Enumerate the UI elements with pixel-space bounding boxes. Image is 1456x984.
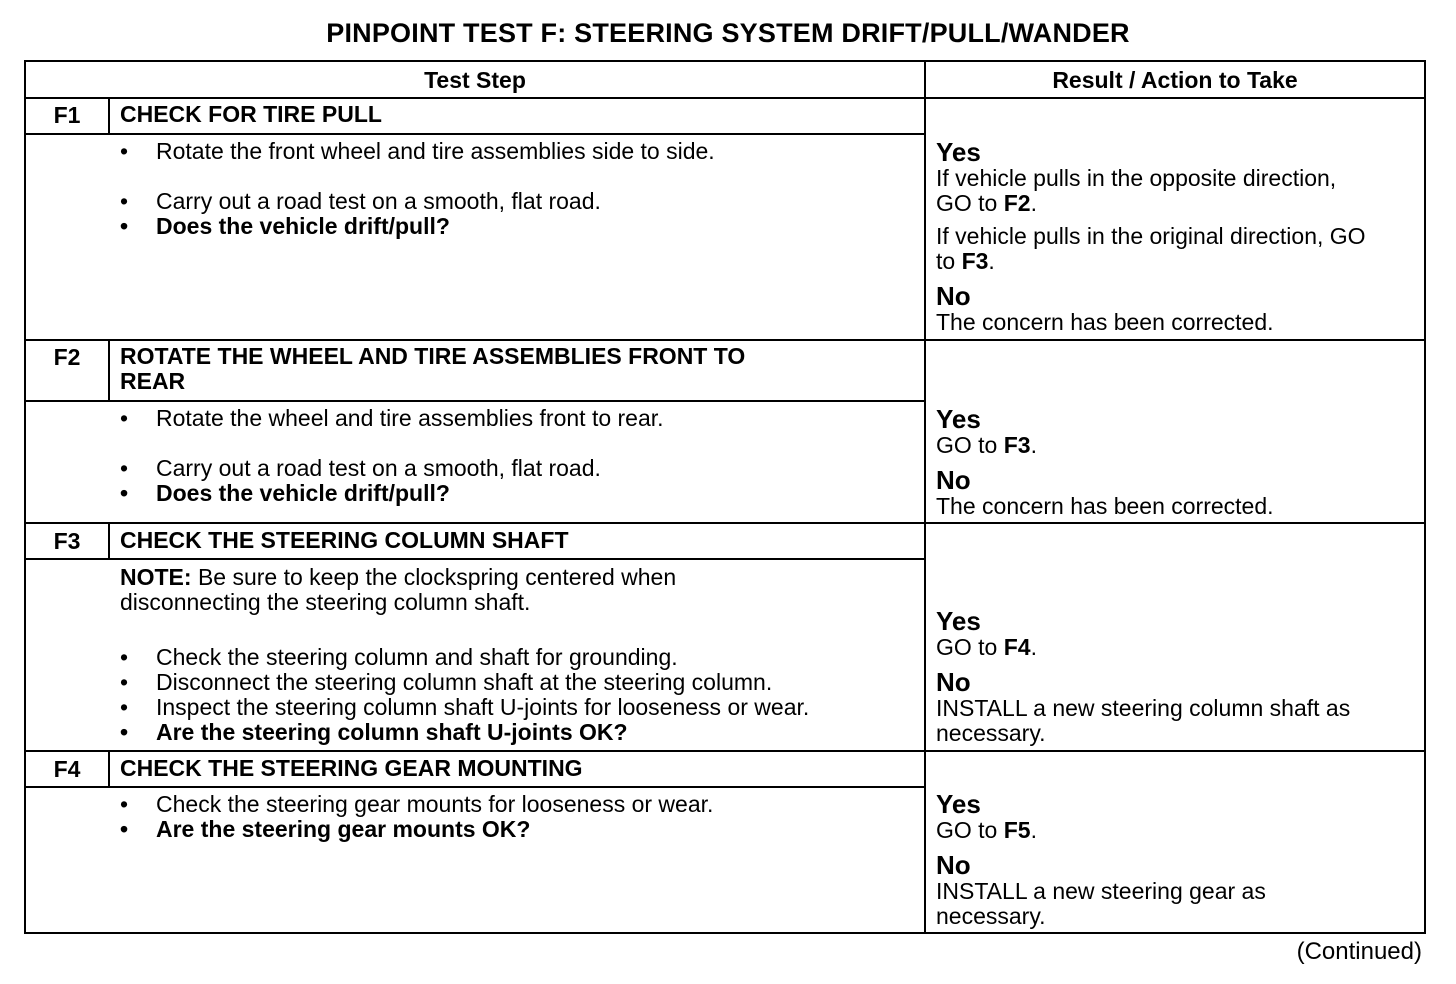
f2-bullet-3: • Does the vehicle drift/pull? — [120, 480, 450, 506]
f2-yes-label: Yes — [936, 404, 981, 434]
f1-bullet-3: • Does the vehicle drift/pull? — [120, 213, 450, 239]
step-id-f3: F3 — [53, 528, 81, 554]
f2-result — [936, 405, 1421, 519]
header-test-step: Test Step — [424, 67, 526, 93]
id-divider — [108, 341, 110, 401]
f4-yes-label: Yes — [936, 789, 981, 819]
f1-no-text: The concern has been corrected. — [936, 309, 1274, 335]
step-title-f2: ROTATE THE WHEEL AND TIRE ASSEMBLIES FRONT TO REAR — [120, 343, 746, 394]
f3-no-label: No — [936, 667, 971, 697]
row-divider — [26, 558, 924, 560]
step-divider — [26, 339, 1424, 341]
id-divider — [108, 524, 110, 559]
f2-bullet-2: • Carry out a road test on a smooth, flat road. — [120, 455, 601, 481]
f3-no-line1: INSTALL a new steering column shaft as — [936, 695, 1351, 721]
f1-yes-line2b: to F3. — [936, 248, 995, 274]
f3-bullet-1: • Check the steering column and shaft for grounding. — [120, 644, 678, 670]
page-title: PINPOINT TEST F: STEERING SYSTEM DRIFT/PULL/WANDER — [326, 18, 1130, 48]
id-divider — [108, 752, 110, 787]
step-title-f3: CHECK THE STEERING COLUMN SHAFT — [120, 527, 569, 553]
f1-bullet-2: • Carry out a road test on a smooth, flat road. — [120, 188, 601, 214]
f3-result — [936, 607, 1421, 746]
f2-no-text: The concern has been corrected. — [936, 493, 1274, 519]
f4-no-line1: INSTALL a new steering gear as — [936, 878, 1266, 904]
f4-bullet-1: • Check the steering gear mounts for looseness or wear. — [120, 791, 714, 817]
f1-yes-label: Yes — [936, 137, 981, 167]
header-divider — [26, 97, 1424, 99]
f2-no-label: No — [936, 465, 971, 495]
header-result: Result / Action to Take — [1052, 67, 1298, 93]
f4-no-label: No — [936, 850, 971, 880]
f1-yes-line2: If vehicle pulls in the original direction, GO — [936, 223, 1366, 249]
id-divider — [108, 99, 110, 134]
step-divider — [26, 522, 1424, 524]
continued-label: (Continued) — [1296, 938, 1422, 965]
f4-no-line2: necessary. — [936, 903, 1046, 929]
f2-bullet-1: • Rotate the wheel and tire assemblies front to rear. — [120, 405, 664, 431]
step-id-f2: F2 — [53, 344, 81, 370]
f2-yes-text: GO to F3. — [936, 432, 1037, 458]
f3-note: NOTE: Be sure to keep the clockspring centered when disconnecting the steering column shaft. — [120, 564, 677, 615]
f3-bullet-2: • Disconnect the steering column shaft at the steering column. — [120, 669, 773, 695]
f3-bullet-4: • Are the steering column shaft U-joints OK? — [120, 719, 628, 745]
f3-no-line2: necessary. — [936, 720, 1046, 746]
f3-yes-text: GO to F4. — [936, 634, 1037, 660]
f3-yes-label: Yes — [936, 606, 981, 636]
column-divider — [924, 62, 926, 932]
f4-bullet-2: • Are the steering gear mounts OK? — [120, 816, 531, 842]
f4-result — [936, 790, 1421, 929]
f1-bullet-1: • Rotate the front wheel and tire assemblies side to side. — [120, 138, 715, 164]
f3-bullet-3: • Inspect the steering column shaft U-joints for looseness or wear. — [120, 694, 810, 720]
step-id-f4: F4 — [53, 756, 81, 782]
f1-yes-line1b: GO to F2. — [936, 190, 1037, 216]
row-divider — [26, 786, 924, 788]
row-divider — [26, 400, 924, 402]
row-divider — [26, 133, 924, 135]
step-id-f1: F1 — [53, 102, 81, 128]
f1-no-label: No — [936, 281, 971, 311]
f1-result — [936, 138, 1421, 335]
step-title-f4: CHECK THE STEERING GEAR MOUNTING — [120, 755, 583, 781]
f1-yes-line1: If vehicle pulls in the opposite direction, — [936, 165, 1337, 191]
f4-yes-text: GO to F5. — [936, 817, 1037, 843]
step-title-f1: CHECK FOR TIRE PULL — [120, 101, 382, 127]
step-divider — [26, 750, 1424, 752]
pinpoint-test-table — [24, 60, 1426, 934]
